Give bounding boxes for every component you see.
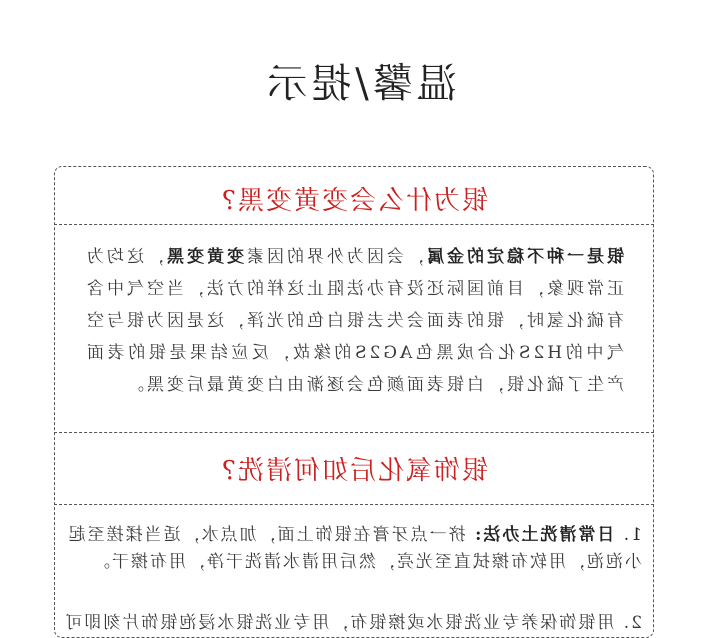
method-body: 挤一点牙膏在银饰上面，加点水，适当揉搓至起小泡泡，用软布擦拭直至光亮，然后用清水清洗干净，用布擦干。: [66, 525, 642, 572]
answer-lead: 银是一种不稳定的金属: [424, 247, 624, 267]
method-item-1: [62, 522, 642, 576]
method-heading: 日常清洗土办法:: [473, 525, 615, 545]
divider: [54, 224, 654, 225]
answer-paragraph-1: [84, 241, 624, 401]
page-title: 温馨/提示: [263, 61, 457, 107]
method-item-2-partial: 2. 用银饰保养专业洗银水或擦银布，用专业洗银水浸泡银饰片刻即可: [63, 613, 642, 633]
divider: [54, 432, 654, 433]
answer-emphasis: 变黄变黑: [164, 247, 244, 267]
answer-mid: ，会因为外界的因素: [244, 247, 424, 267]
answer-rest: ，这均为正常现象，目前国际还没有办法阻止这样的方法，当空气中含有硫化氢时，银的表面会失去银白色的光泽，这是因为银与空气中的H2S化合成黑色AG2S的缘故，反应结果是银的表面产生了硫化银，白银表面颜色会逐渐由白变黄最后变黑。: [84, 247, 624, 395]
method-number: 1.: [621, 525, 642, 545]
question-heading-2: 银饰氧化后如何清洗?: [220, 456, 488, 486]
question-heading-1: 银为什么会变黄变黑?: [220, 186, 488, 216]
divider: [54, 504, 654, 505]
